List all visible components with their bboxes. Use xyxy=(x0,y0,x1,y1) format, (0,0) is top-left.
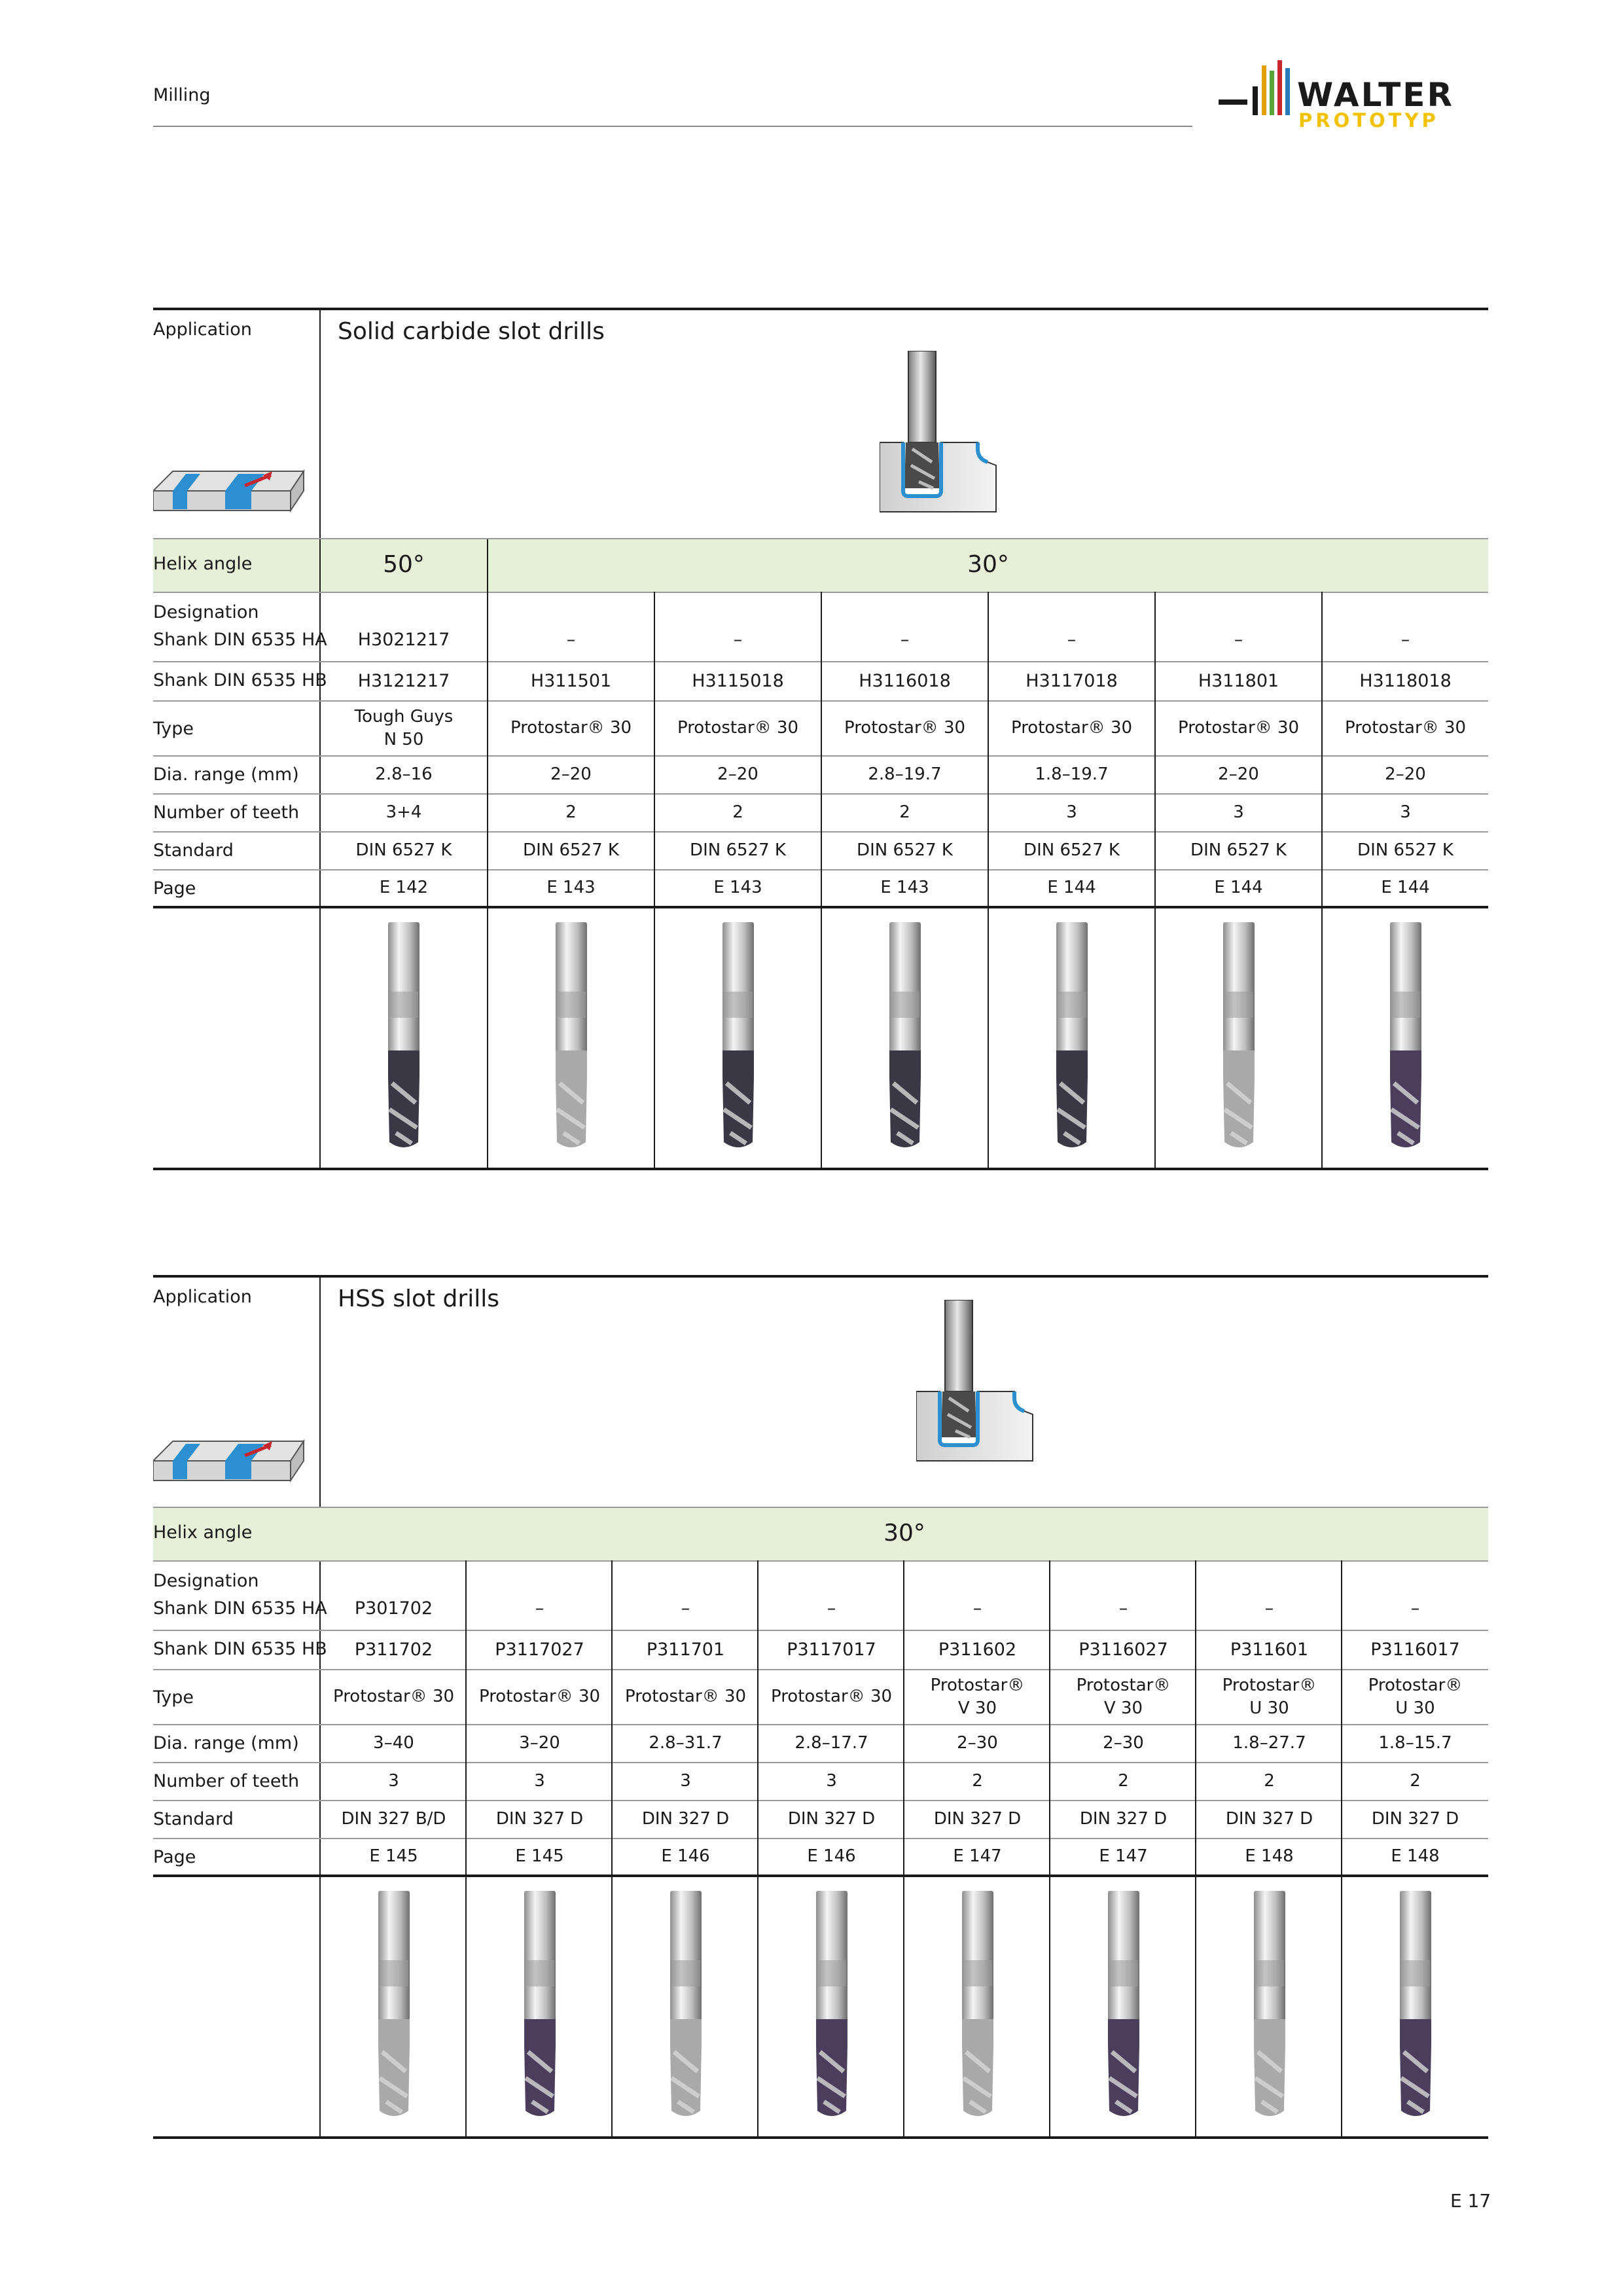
standard-cell: DIN 327 B/D xyxy=(341,1809,446,1829)
svg-text:PROTOTYP: PROTOTYP xyxy=(1298,109,1439,132)
table-bottom-rule xyxy=(153,1168,1488,1170)
page-ref-cell: E 148 xyxy=(1391,1846,1440,1867)
end-mill-image-cell xyxy=(989,910,1154,1165)
designation-ha-cell: – xyxy=(972,1598,982,1619)
end-mill-image xyxy=(1380,920,1432,1155)
end-mill-image xyxy=(1097,1888,1150,2124)
type-cell: Protostar® U 30 xyxy=(1368,1675,1463,1718)
dia-range-cell: 2.8–19.7 xyxy=(868,764,942,785)
page-ref-cell: E 146 xyxy=(807,1846,856,1867)
slot-milling-icon xyxy=(153,452,308,514)
end-mill-image-cell xyxy=(1050,1878,1196,2134)
type-cell: Protostar® 30 xyxy=(770,1687,893,1707)
designation-hb-cell: H3115018 xyxy=(692,670,784,691)
teeth-label: Number of teeth xyxy=(153,1771,300,1791)
type-cell: Protostar® 30 xyxy=(1010,718,1133,738)
table-top-rule xyxy=(153,1275,1488,1278)
shank-hb-label: Shank DIN 6535 HB xyxy=(153,670,327,691)
end-mill-image-cell xyxy=(1196,1878,1342,2134)
teeth-cell: 3 xyxy=(826,1771,837,1791)
end-mill-image-cell xyxy=(904,1878,1050,2134)
type-cell: Tough Guys N 50 xyxy=(354,706,454,749)
table-top-rule xyxy=(153,308,1488,310)
page-ref-cell: E 144 xyxy=(1381,878,1430,898)
page-header xyxy=(153,76,1488,151)
end-mill-image-cell xyxy=(488,910,654,1165)
designation-ha-cell: H3021217 xyxy=(357,629,450,650)
end-mill-image-cell xyxy=(613,1878,758,2134)
standard-cell: DIN 327 D xyxy=(933,1809,1022,1829)
end-mill-image xyxy=(545,920,597,1155)
end-mill-image-cell xyxy=(822,910,988,1165)
shank-ha-label: Shank DIN 6535 HA xyxy=(153,1598,327,1619)
designation-ha-cell: – xyxy=(1067,629,1077,650)
teeth-cell: 2 xyxy=(565,802,577,823)
teeth-cell: 2 xyxy=(972,1771,983,1791)
end-mill-image xyxy=(1046,920,1098,1155)
end-mill-image xyxy=(1389,1888,1442,2124)
page-ref-cell: E 142 xyxy=(379,878,429,898)
designation-ha-cell: – xyxy=(827,1598,836,1619)
end-mill-image-cell xyxy=(758,1878,904,2134)
slot-milling-icon xyxy=(153,1422,308,1484)
teeth-label: Number of teeth xyxy=(153,802,300,823)
page-number: E 17 xyxy=(1450,2190,1491,2212)
page-label: Page xyxy=(153,878,196,899)
designation-hb-cell: P311701 xyxy=(646,1639,725,1660)
application-title: Solid carbide slot drills xyxy=(338,318,605,345)
teeth-cell: 3 xyxy=(1066,802,1077,823)
teeth-cell: 3 xyxy=(388,1771,399,1791)
slot-drill-diagram xyxy=(880,351,1010,514)
page-ref-cell: E 144 xyxy=(1047,878,1096,898)
designation-ha-cell: – xyxy=(1264,1598,1274,1619)
end-mill-image xyxy=(368,1888,420,2124)
standard-cell: DIN 6527 K xyxy=(523,840,619,861)
end-mill-image xyxy=(660,1888,712,2124)
page-ref-cell: E 143 xyxy=(713,878,762,898)
standard-cell: DIN 6527 K xyxy=(1024,840,1120,861)
image-row-rule xyxy=(153,1874,1488,1877)
designation-ha-cell: – xyxy=(733,629,743,650)
standard-cell: DIN 6527 K xyxy=(1357,840,1454,861)
dia-range-cell: 2.8–17.7 xyxy=(794,1733,868,1753)
standard-cell: DIN 327 D xyxy=(495,1809,584,1829)
end-mill-image-cell xyxy=(655,910,821,1165)
standard-cell: DIN 327 D xyxy=(641,1809,730,1829)
designation-ha-cell: P301702 xyxy=(354,1598,433,1619)
standard-cell: DIN 327 D xyxy=(787,1809,876,1829)
walter-prototyp-logo xyxy=(1219,60,1488,134)
type-cell: Protostar® 30 xyxy=(1344,718,1467,738)
teeth-cell: 3+4 xyxy=(385,802,422,823)
slot-drill-diagram xyxy=(916,1300,1047,1463)
type-cell: Protostar® V 30 xyxy=(930,1675,1025,1718)
type-cell: Protostar® 30 xyxy=(677,718,799,738)
dia-range-cell: 3–20 xyxy=(519,1733,560,1753)
page-ref-cell: E 143 xyxy=(880,878,929,898)
dia-range-label: Dia. range (mm) xyxy=(153,764,299,785)
teeth-cell: 2 xyxy=(1264,1771,1275,1791)
table-bottom-rule xyxy=(153,2136,1488,2139)
dia-range-cell: 2–20 xyxy=(1385,764,1426,785)
designation-ha-cell: – xyxy=(566,629,576,650)
page-ref-cell: E 144 xyxy=(1214,878,1263,898)
dia-range-label: Dia. range (mm) xyxy=(153,1733,299,1753)
standard-label: Standard xyxy=(153,840,234,861)
type-cell: Protostar® V 30 xyxy=(1076,1675,1171,1718)
helix-angle-30: 30° xyxy=(967,551,1009,578)
designation-ha-cell: – xyxy=(1118,1598,1128,1619)
end-mill-image-cell xyxy=(1156,910,1321,1165)
designation-hb-cell: H3116018 xyxy=(859,670,951,691)
dia-range-cell: 3–40 xyxy=(373,1733,414,1753)
page-ref-cell: E 143 xyxy=(546,878,596,898)
designation-hb-cell: H311801 xyxy=(1198,670,1279,691)
type-cell: Protostar® U 30 xyxy=(1222,1675,1317,1718)
type-label: Type xyxy=(153,719,194,739)
helix-angle-30: 30° xyxy=(883,1520,925,1547)
teeth-cell: 3 xyxy=(1233,802,1244,823)
shank-hb-label: Shank DIN 6535 HB xyxy=(153,1639,327,1659)
teeth-cell: 2 xyxy=(899,802,910,823)
hss-slot-drills-table xyxy=(153,1275,1488,2139)
end-mill-image xyxy=(1213,920,1265,1155)
helix-angle-label: Helix angle xyxy=(153,1522,253,1543)
dia-range-cell: 1.8–15.7 xyxy=(1378,1733,1452,1753)
designation-ha-cell: – xyxy=(900,629,910,650)
standard-cell: DIN 6527 K xyxy=(1190,840,1287,861)
type-cell: Protostar® 30 xyxy=(844,718,966,738)
end-mill-image-cell xyxy=(1342,1878,1488,2134)
designation-hb-cell: P3116027 xyxy=(1079,1639,1168,1660)
designation-hb-cell: P3117027 xyxy=(495,1639,584,1660)
end-mill-image xyxy=(879,920,931,1155)
dia-range-cell: 1.8–27.7 xyxy=(1232,1733,1306,1753)
section-label: Milling xyxy=(153,85,211,105)
end-mill-image xyxy=(806,1888,858,2124)
designation-hb-cell: H3121217 xyxy=(357,670,450,691)
page-ref-cell: E 147 xyxy=(953,1846,1002,1867)
designation-hb-cell: H311501 xyxy=(530,670,612,691)
application-title: HSS slot drills xyxy=(338,1285,499,1312)
designation-hb-cell: H3117018 xyxy=(1026,670,1118,691)
type-label: Type xyxy=(153,1687,194,1708)
designation-hb-cell: P3117017 xyxy=(787,1639,876,1660)
page-ref-cell: E 145 xyxy=(515,1846,564,1867)
page-ref-cell: E 148 xyxy=(1245,1846,1294,1867)
page-ref-cell: E 147 xyxy=(1099,1846,1148,1867)
type-cell: Protostar® 30 xyxy=(332,1687,455,1707)
end-mill-image xyxy=(952,1888,1004,2124)
dia-range-cell: 2–20 xyxy=(550,764,592,785)
dia-range-cell: 2–20 xyxy=(1218,764,1259,785)
shank-ha-label: Shank DIN 6535 HA xyxy=(153,630,327,650)
type-cell: Protostar® 30 xyxy=(1177,718,1300,738)
standard-cell: DIN 6527 K xyxy=(857,840,953,861)
standard-cell: DIN 327 D xyxy=(1225,1809,1313,1829)
designation-hb-cell: P311602 xyxy=(938,1639,1017,1660)
end-mill-image xyxy=(378,920,430,1155)
dia-range-cell: 1.8–19.7 xyxy=(1035,764,1109,785)
page-ref-cell: E 146 xyxy=(661,1846,710,1867)
teeth-cell: 2 xyxy=(732,802,743,823)
page-ref-cell: E 145 xyxy=(369,1846,418,1867)
type-cell: Protostar® 30 xyxy=(510,718,632,738)
application-label: Application xyxy=(153,1287,252,1307)
type-cell: Protostar® 30 xyxy=(478,1687,601,1707)
end-mill-image-cell xyxy=(1323,910,1488,1165)
designation-ha-cell: – xyxy=(1410,1598,1420,1619)
teeth-cell: 2 xyxy=(1118,1771,1129,1791)
teeth-cell: 3 xyxy=(1400,802,1411,823)
designation-ha-cell: – xyxy=(681,1598,690,1619)
standard-cell: DIN 327 D xyxy=(1079,1809,1168,1829)
application-label: Application xyxy=(153,319,252,340)
designation-label: Designation xyxy=(153,602,259,622)
svg-text:WALTER: WALTER xyxy=(1297,76,1454,114)
dia-range-cell: 2–20 xyxy=(717,764,758,785)
dia-range-cell: 2–30 xyxy=(1103,1733,1144,1753)
teeth-cell: 3 xyxy=(534,1771,545,1791)
end-mill-image xyxy=(514,1888,566,2124)
carbide-slot-drills-table xyxy=(153,308,1488,1172)
designation-hb-cell: P311601 xyxy=(1230,1639,1309,1660)
dia-range-cell: 2.8–31.7 xyxy=(649,1733,722,1753)
end-mill-image-cell xyxy=(321,1878,467,2134)
standard-label: Standard xyxy=(153,1809,234,1829)
helix-angle-50: 50° xyxy=(383,551,425,578)
helix-angle-label: Helix angle xyxy=(153,554,253,574)
dia-range-cell: 2–30 xyxy=(957,1733,998,1753)
header-rule xyxy=(153,126,1192,127)
designation-hb-cell: H3118018 xyxy=(1359,670,1452,691)
page-label: Page xyxy=(153,1847,196,1867)
teeth-cell: 2 xyxy=(1410,1771,1421,1791)
type-cell: Protostar® 30 xyxy=(624,1687,747,1707)
designation-label: Designation xyxy=(153,1571,259,1591)
designation-hb-cell: P311702 xyxy=(354,1639,433,1660)
standard-cell: DIN 6527 K xyxy=(355,840,452,861)
dia-range-cell: 2.8–16 xyxy=(375,764,433,785)
end-mill-image xyxy=(712,920,764,1155)
end-mill-image xyxy=(1243,1888,1296,2124)
designation-hb-cell: P3116017 xyxy=(1370,1639,1460,1660)
designation-ha-cell: – xyxy=(1400,629,1410,650)
end-mill-image-cell xyxy=(467,1878,613,2134)
designation-ha-cell: – xyxy=(1234,629,1243,650)
teeth-cell: 3 xyxy=(680,1771,691,1791)
end-mill-image-cell xyxy=(321,910,487,1165)
standard-cell: DIN 6527 K xyxy=(690,840,786,861)
helix-bottom-rule xyxy=(153,1560,1488,1562)
standard-cell: DIN 327 D xyxy=(1371,1809,1459,1829)
designation-ha-cell: – xyxy=(535,1598,544,1619)
